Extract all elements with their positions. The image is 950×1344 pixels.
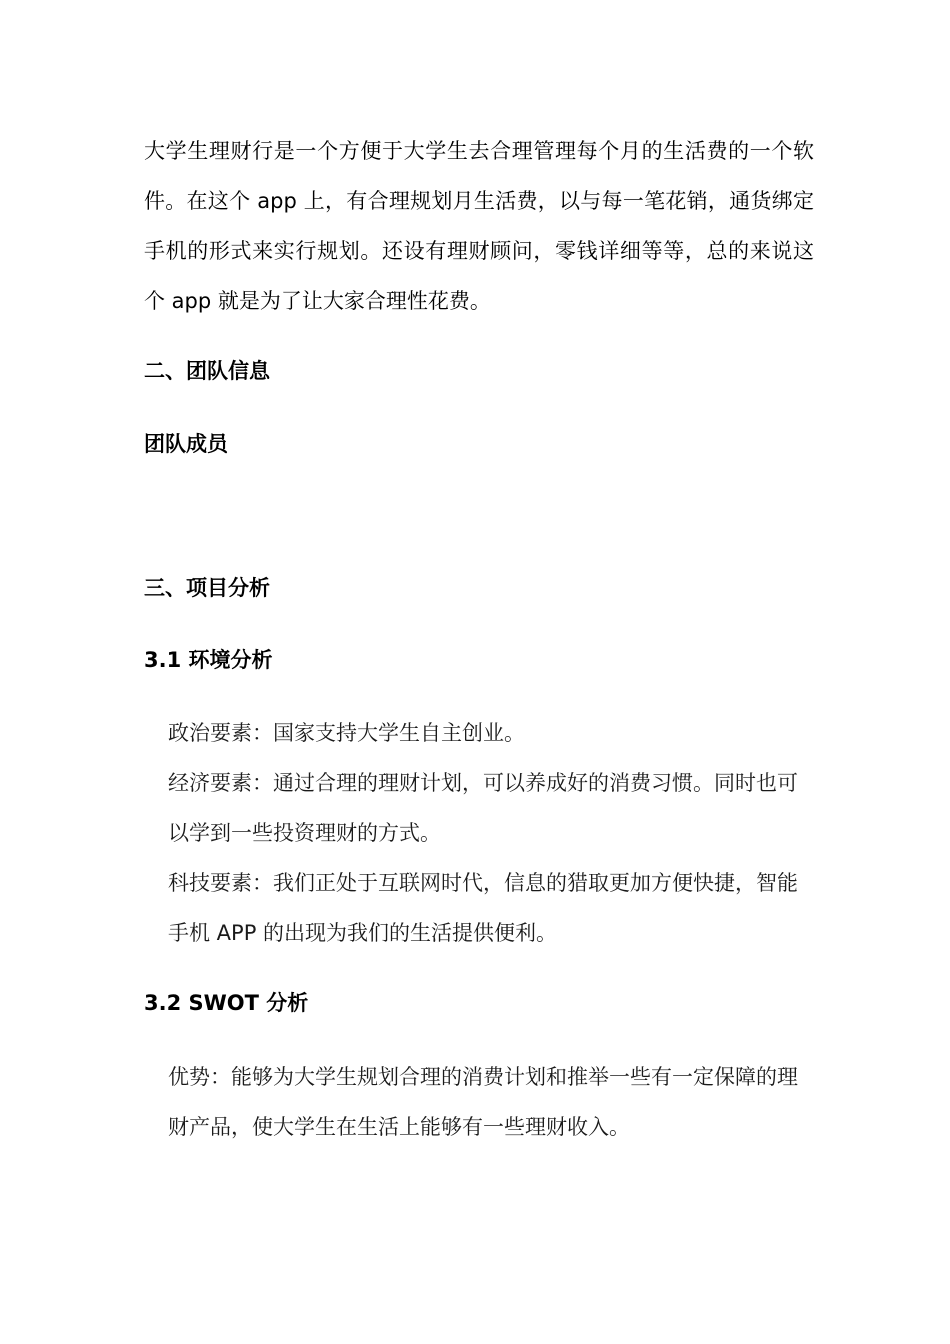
intro-paragraph: 大学生理财行是一个方便于大学生去合理管理每个月的生活费的一个软件。在这个 app 上，有合理规划月生活费，以与每一笔花销，通货绑定手机的形式来实行规划。还设有理财顾问，零钱详细等等，总的来说这个 app 就是为了让大家合理性花费。 — [144, 139, 814, 313]
swot-analysis-list — [168, 1052, 802, 1152]
team-members-heading: 团队成员 — [144, 432, 228, 456]
technology-factor-paragraph: 科技要素：我们正处于互联网时代，信息的猎取更加方便快捷，智能手机 APP 的出现为我们的生活提供便利。 — [168, 871, 798, 945]
intro-paragraph-block — [144, 126, 814, 326]
section-3-heading: 三、项目分析 — [144, 576, 270, 600]
section-2-heading: 二、团队信息 — [144, 359, 270, 383]
swot-analysis-heading: 3.2 SWOT 分析 — [144, 991, 309, 1015]
environment-analysis-heading: 3.1 环境分析 — [144, 648, 273, 672]
environment-analysis-list — [168, 708, 802, 958]
economic-factor-paragraph: 经济要素：通过合理的理财计划，可以养成好的消费习惯。同时也可以学到一些投资理财的方式。 — [168, 771, 798, 845]
political-factor-paragraph: 政治要素：国家支持大学生自主创业。 — [168, 721, 525, 745]
strength-paragraph: 优势：能够为大学生规划合理的消费计划和推举一些有一定保障的理财产品，使大学生在生活上能够有一些理财收入。 — [168, 1065, 798, 1139]
